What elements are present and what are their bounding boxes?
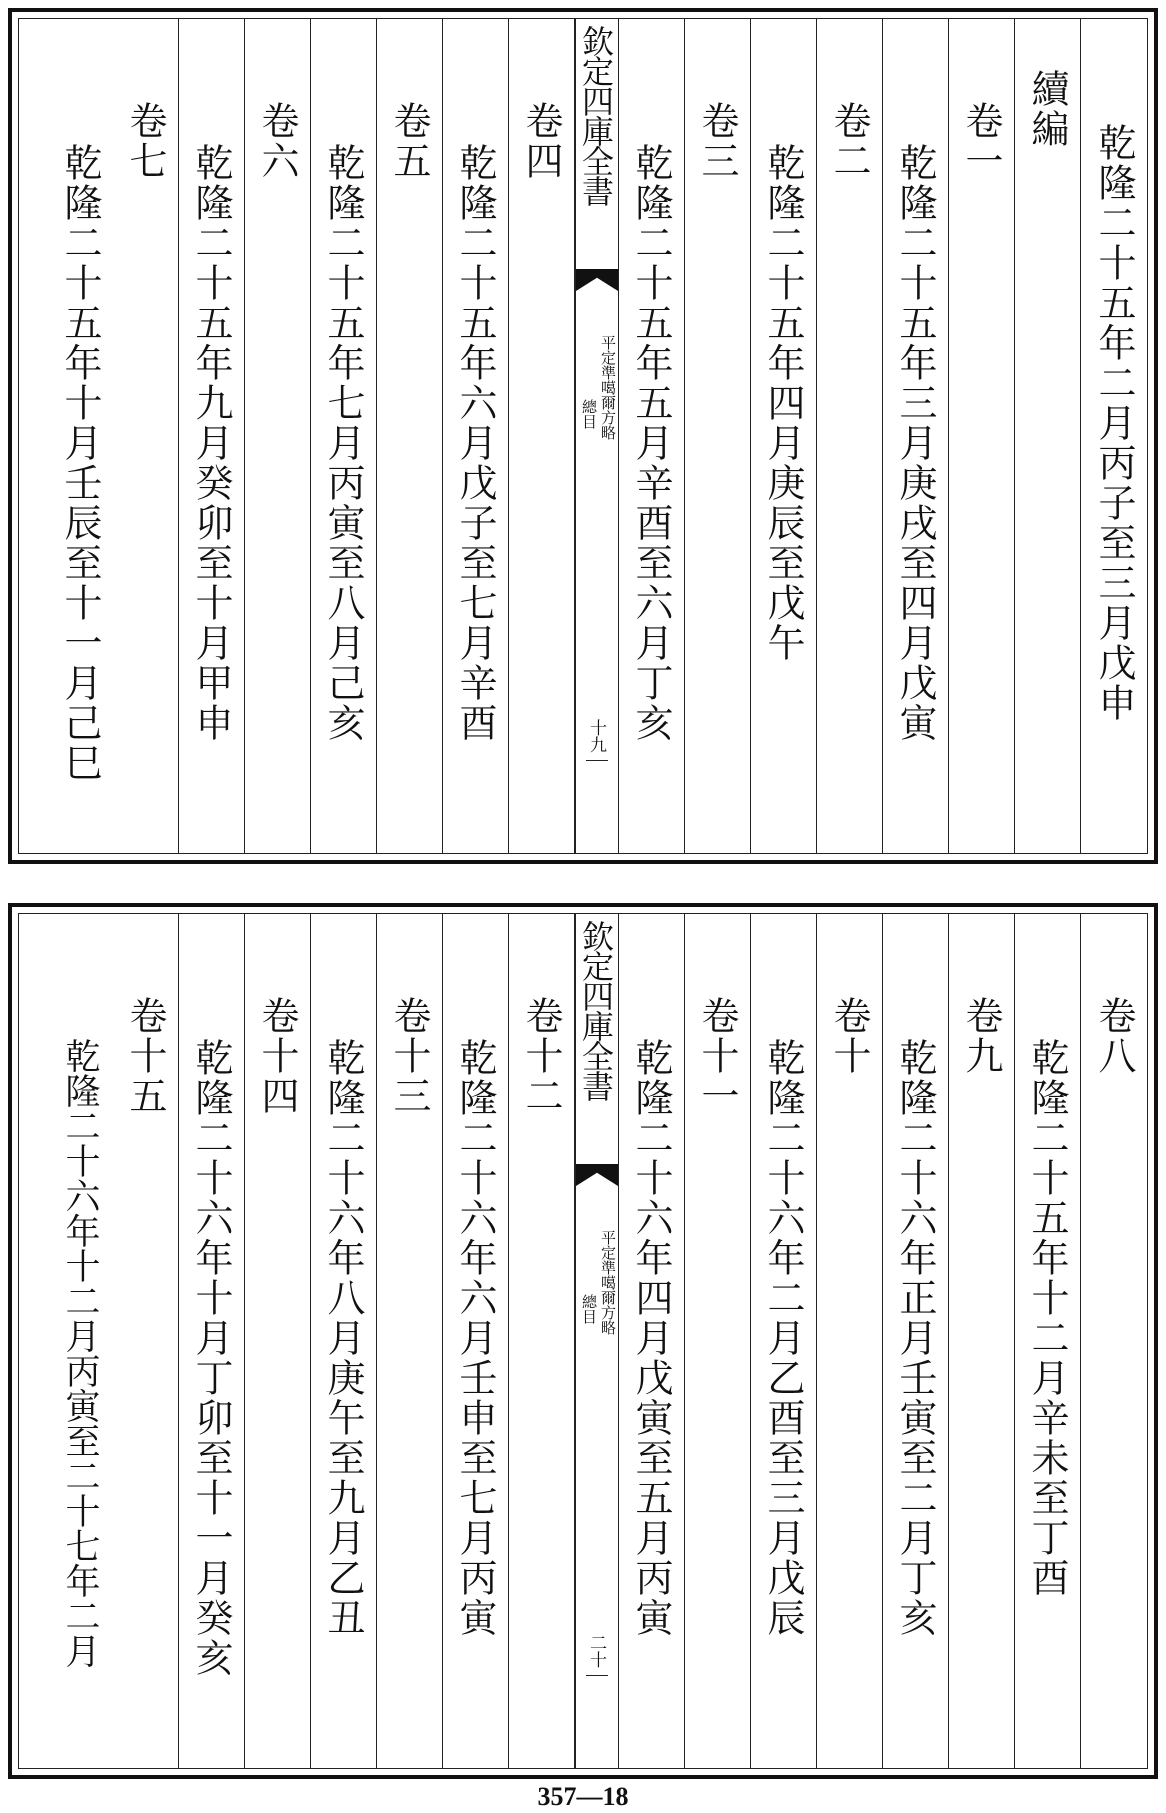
page-number: 十九 xyxy=(586,719,606,753)
entry-text: 乾隆二十五年三月庚戌至四月戊寅 xyxy=(893,143,937,743)
column xyxy=(883,19,949,853)
page-divider xyxy=(586,760,608,761)
column xyxy=(751,19,817,853)
column xyxy=(1015,19,1081,853)
column xyxy=(685,914,751,1768)
column xyxy=(17,914,113,1768)
volume-label: 卷六 xyxy=(255,101,299,181)
column xyxy=(619,19,685,853)
column xyxy=(377,914,443,1768)
volume-label: 卷九 xyxy=(959,996,1003,1076)
column xyxy=(817,19,883,853)
center-fold xyxy=(575,914,619,1768)
book-title: 欽定四庫全書 xyxy=(577,920,615,1100)
section-name: 總目 xyxy=(580,1294,598,1324)
column xyxy=(1081,914,1147,1768)
column xyxy=(751,914,817,1768)
volume-label: 卷七 xyxy=(123,101,167,181)
volume-label: 卷十二 xyxy=(519,996,563,1116)
entry-text: 乾隆二十五年二月丙子至三月戊申 xyxy=(1092,123,1136,723)
column xyxy=(1015,914,1081,1768)
column xyxy=(443,19,509,853)
volume-label: 卷五 xyxy=(387,101,431,181)
column xyxy=(311,19,377,853)
volume-label: 卷二 xyxy=(827,101,871,181)
column xyxy=(817,914,883,1768)
column xyxy=(685,19,751,853)
fishtail-mark xyxy=(576,1164,618,1186)
volume-label: 卷十三 xyxy=(387,996,431,1116)
entry-text: 乾隆二十六年八月庚午至九月乙丑 xyxy=(321,1038,365,1638)
column xyxy=(509,914,575,1768)
volume-label: 卷十一 xyxy=(695,996,739,1116)
entry-text: 乾隆二十五年四月庚辰至戊午 xyxy=(761,143,805,663)
column xyxy=(179,914,245,1768)
volume-label: 卷三 xyxy=(695,101,739,181)
column xyxy=(113,19,179,853)
column xyxy=(179,19,245,853)
entry-text: 乾隆二十五年九月癸卯至十月甲申 xyxy=(189,143,233,743)
column xyxy=(883,914,949,1768)
page-number: 二十 xyxy=(586,1634,606,1668)
page-divider xyxy=(586,1675,608,1676)
volume-label: 卷十五 xyxy=(123,996,167,1116)
entry-text: 乾隆二十六年四月戊寅至五月丙寅 xyxy=(629,1038,673,1638)
bottom-leaf xyxy=(8,903,1158,1779)
entry-text: 乾隆二十六年二月乙酉至三月戊辰 xyxy=(761,1038,805,1638)
entry-text: 乾隆二十六年十月丁卯至十一月癸亥 xyxy=(189,1038,233,1678)
page-reference: 357—18 xyxy=(537,1782,629,1811)
column xyxy=(949,19,1015,853)
book-subtitle: 平定準噶爾方略 xyxy=(599,335,617,440)
volume-label: 卷一 xyxy=(959,101,1003,181)
book-title: 欽定四庫全書 xyxy=(577,25,615,205)
column xyxy=(17,19,113,853)
section-name: 總目 xyxy=(580,399,598,429)
entry-text: 乾隆二十六年正月壬寅至二月丁亥 xyxy=(893,1038,937,1638)
entry-text: 乾隆二十六年六月壬申至七月丙寅 xyxy=(453,1038,497,1638)
volume-label: 卷十 xyxy=(827,996,871,1076)
entry-text: 乾隆二十五年十二月辛未至丁酉 xyxy=(1025,1038,1069,1598)
column xyxy=(377,19,443,853)
entry-text: 乾隆二十五年五月辛酉至六月丁亥 xyxy=(629,143,673,743)
top-leaf xyxy=(8,8,1158,864)
volume-label: 卷十四 xyxy=(255,996,299,1116)
column xyxy=(311,914,377,1768)
fishtail-mark xyxy=(576,269,618,291)
column xyxy=(245,19,311,853)
volume-label: 卷八 xyxy=(1092,996,1136,1076)
entry-text: 乾隆二十六年十二月丙寅至二十七年二月 xyxy=(60,1038,100,1668)
column xyxy=(443,914,509,1768)
column xyxy=(113,914,179,1768)
column xyxy=(619,914,685,1768)
entry-text: 乾隆二十五年七月丙寅至八月己亥 xyxy=(321,143,365,743)
column xyxy=(509,19,575,853)
bottom-leaf-frame xyxy=(18,913,1148,1769)
column xyxy=(1081,19,1147,853)
entry-text: 乾隆二十五年十月壬辰至十一月己巳 xyxy=(58,143,102,783)
section-label: 續編 xyxy=(1025,69,1069,149)
book-subtitle: 平定準噶爾方略 xyxy=(599,1230,617,1335)
column xyxy=(245,914,311,1768)
volume-label: 卷四 xyxy=(519,101,563,181)
entry-text: 乾隆二十五年六月戊子至七月辛酉 xyxy=(453,143,497,743)
top-leaf-frame xyxy=(18,18,1148,854)
column xyxy=(949,914,1015,1768)
center-fold xyxy=(575,19,619,853)
